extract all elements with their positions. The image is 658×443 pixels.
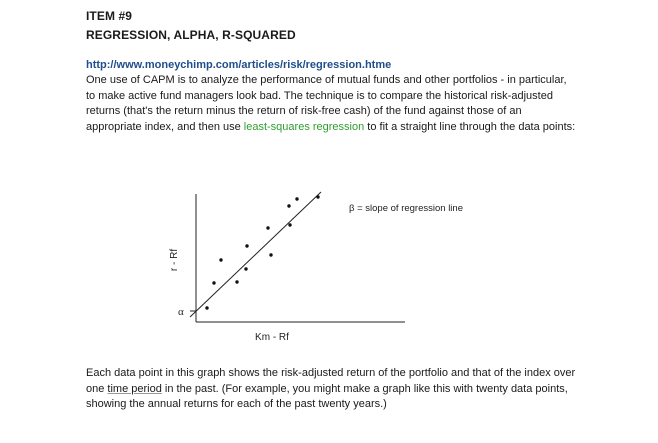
closing-text-after: in the past. (For example, you might make a graph like this with twenty data points, showing the annual returns for each of the past twenty years.) — [86, 382, 568, 410]
intro-text-before-link: One use of CAPM is to analyze the performance of mutual funds and other portfolios - in particular, to make active fund managers look bad. The technique is to compare the historical risk-adjusted returns (that's the return minus the return of risk-free cash) of the fund against those of an appropriate index, and then use — [86, 74, 567, 133]
intro-text-after-link: to fit a straight line through the data points: — [364, 120, 576, 133]
y-axis-label: r - Rf — [169, 248, 180, 272]
topic-heading: REGRESSION, ALPHA, R-SQUARED — [86, 28, 296, 42]
data-point — [205, 306, 208, 309]
data-point — [266, 226, 269, 229]
data-point — [245, 244, 248, 247]
data-point — [219, 258, 222, 261]
data-point — [288, 223, 291, 226]
beta-annotation: β = slope of regression line — [349, 203, 463, 214]
item-number-heading: ITEM #9 — [86, 9, 133, 23]
closing-paragraph — [86, 366, 576, 413]
x-axis-label: Km - Rf — [255, 332, 289, 343]
time-period-term: time period — [107, 382, 162, 395]
regression-figure — [160, 182, 490, 352]
data-point — [295, 197, 298, 200]
intro-paragraph — [86, 73, 576, 135]
data-points — [205, 195, 319, 309]
data-point — [316, 195, 319, 198]
alpha-label: α — [178, 306, 184, 318]
data-point — [235, 280, 238, 283]
data-point — [287, 204, 290, 207]
regression-line — [190, 192, 321, 317]
data-point — [244, 267, 247, 270]
data-point — [212, 281, 215, 284]
closing-text-before: Each data point in this graph shows the risk-adjusted return of the portfolio and that of the index over one — [86, 367, 576, 395]
data-point — [269, 253, 272, 256]
least-squares-regression-link[interactable]: least-squares regression — [243, 120, 365, 133]
source-url-link[interactable]: http://www.moneychimp.com/articles/risk/regression.htme — [86, 59, 392, 71]
